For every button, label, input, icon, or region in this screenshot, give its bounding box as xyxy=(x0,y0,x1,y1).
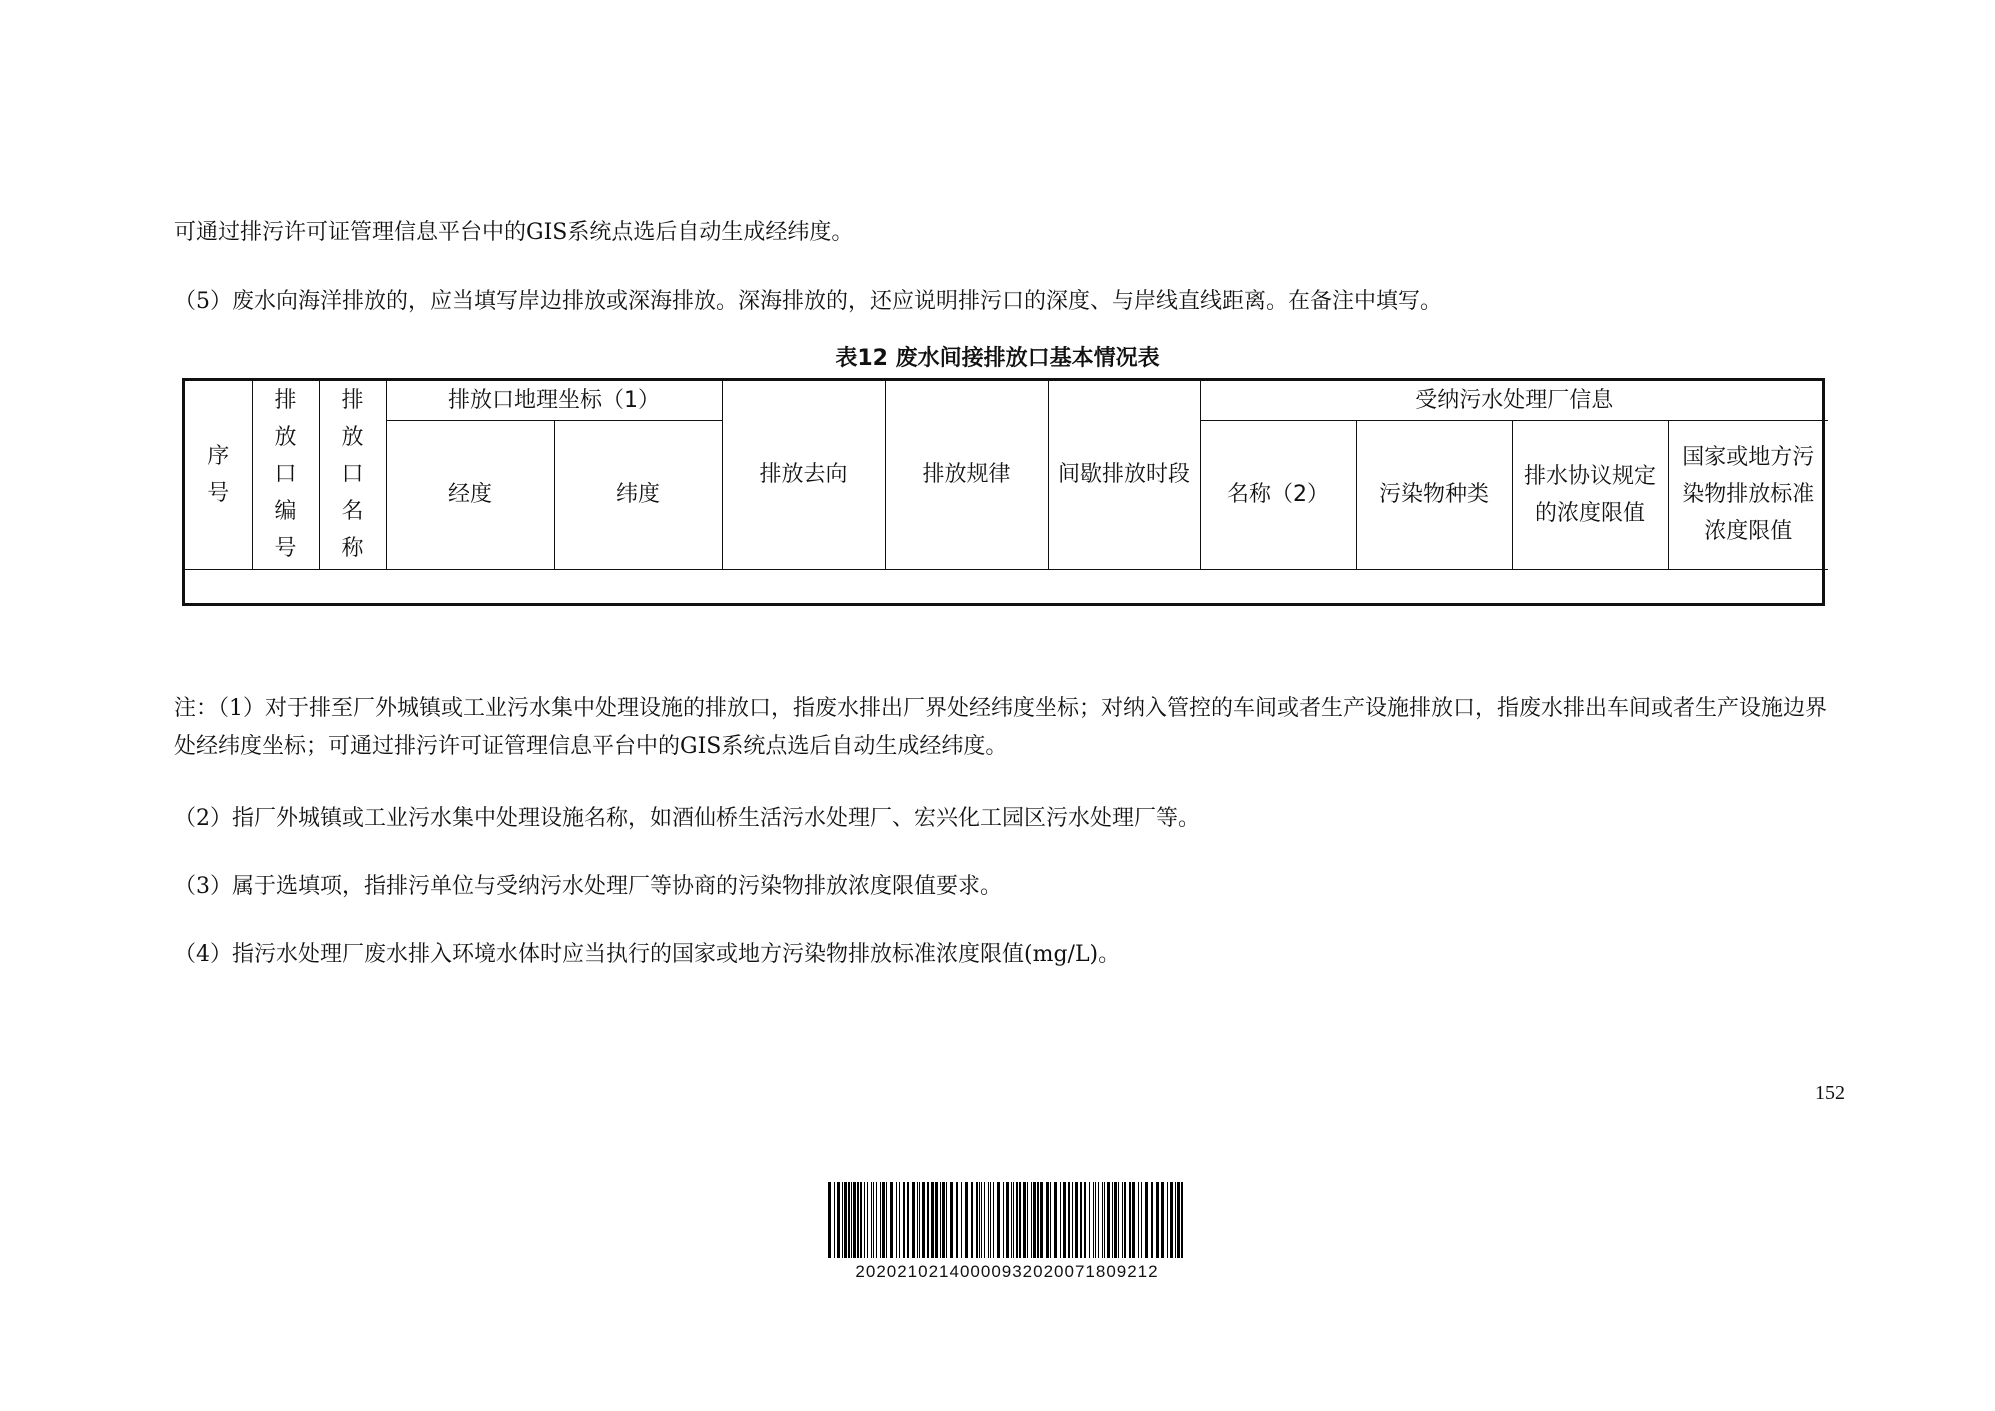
barcode-bar xyxy=(1118,1182,1119,1258)
barcode-bar xyxy=(971,1182,973,1258)
barcode-bar xyxy=(867,1182,868,1258)
barcode-bar xyxy=(1151,1182,1153,1258)
barcode-bar xyxy=(1003,1182,1004,1258)
discharge-outlet-table xyxy=(185,381,1828,603)
header-cell-pattern: 排放规律 xyxy=(885,381,1048,569)
barcode-bar xyxy=(1089,1182,1090,1258)
empty-data-cell xyxy=(185,569,1828,603)
barcode-bar xyxy=(1006,1182,1009,1258)
barcode-bar xyxy=(1023,1182,1026,1258)
header-cell-standard-limit: 国家或地方污染物排放标准浓度限值 xyxy=(1668,420,1828,569)
barcode-number: 20202102140000932020071809212 xyxy=(855,1262,1159,1281)
note-4: （4）指污水处理厂废水排入环境水体时应当执行的国家或地方污染物排放标准浓度限值(mg/L)。 xyxy=(174,942,1121,967)
barcode-bar xyxy=(1040,1182,1043,1258)
barcode-bar xyxy=(935,1182,938,1258)
barcode-bar xyxy=(1102,1182,1103,1258)
barcode-bar xyxy=(1075,1182,1078,1258)
barcode-bar xyxy=(956,1182,958,1258)
barcode-bar xyxy=(1132,1182,1135,1258)
header-cell-plant-info: 受纳污水处理厂信息 xyxy=(1200,381,1828,420)
barcode-bar xyxy=(1104,1182,1105,1258)
header-cell-plant-name: 名称（2） xyxy=(1200,420,1356,569)
barcode-bar xyxy=(1033,1182,1036,1258)
header-cell-geo-coordinates: 排放口地理坐标（1） xyxy=(386,381,722,420)
barcode-bar xyxy=(1031,1182,1032,1258)
barcode-bar xyxy=(853,1182,856,1258)
barcode-bar xyxy=(890,1182,893,1258)
header-cell-agreement-limit: 排水协议规定的浓度限值 xyxy=(1512,420,1668,569)
barcode-bar xyxy=(922,1182,925,1258)
barcode-bar xyxy=(1114,1182,1117,1258)
header-cell-latitude: 纬度 xyxy=(554,420,722,569)
intro-line: 可通过排污许可证管理信息平台中的GIS系统点选后自动生成经纬度。 xyxy=(174,220,854,245)
barcode-bar xyxy=(946,1182,947,1258)
note-1: 注：（1）对于排至厂外城镇或工业污水集中处理设施的排放口，指废水排出厂界处经纬度坐标；对纳入管控的车间或者生产设施排放口，指废水排出车间或者生产设施边界处经纬度坐标；可通过排污许可证管理信息平台中的GIS系统点选后自动生成经纬度。 xyxy=(174,696,1828,759)
barcode-bar xyxy=(871,1182,872,1258)
barcode-bar xyxy=(1068,1182,1070,1258)
header-cell-destination: 排放去向 xyxy=(722,381,885,569)
barcode-bar xyxy=(990,1182,991,1258)
barcode-bar xyxy=(1181,1182,1183,1258)
barcode-bar xyxy=(950,1182,953,1258)
barcode-bar xyxy=(1175,1182,1176,1258)
barcode-bar xyxy=(873,1182,874,1258)
barcode-bar xyxy=(979,1182,980,1258)
table-row-empty xyxy=(185,569,1828,603)
barcode-bar xyxy=(844,1182,847,1258)
header-cell-longitude: 经度 xyxy=(386,420,554,569)
barcode-bar xyxy=(1093,1182,1094,1258)
note-3: （3）属于选填项，指排污单位与受纳污水处理厂等协商的污染物排放浓度限值要求。 xyxy=(174,874,1002,899)
barcode-bar xyxy=(1112,1182,1113,1258)
barcode-bar xyxy=(1054,1182,1057,1258)
barcode-bar xyxy=(851,1182,852,1258)
barcode-bar xyxy=(1027,1182,1028,1258)
barcode-bar xyxy=(864,1182,865,1258)
barcode-bar xyxy=(1084,1182,1086,1258)
barcode-bar xyxy=(984,1182,985,1258)
header-cell-outlet-name: 排放口名称 xyxy=(319,381,386,569)
barcode-bar xyxy=(834,1182,835,1258)
barcode-bar xyxy=(1060,1182,1061,1258)
barcode-bar xyxy=(876,1182,877,1258)
barcode-bar xyxy=(1046,1182,1049,1258)
barcode-bar xyxy=(1170,1182,1173,1258)
barcode-bar xyxy=(1141,1182,1142,1258)
barcode-bar xyxy=(1177,1182,1180,1258)
barcode-bar xyxy=(857,1182,859,1258)
barcode-bar xyxy=(1095,1182,1096,1258)
barcode-bar xyxy=(1013,1182,1014,1258)
barcode-image xyxy=(826,1182,1188,1258)
barcode-bar xyxy=(1016,1182,1018,1258)
barcode-bar xyxy=(976,1182,978,1258)
barcode-bar xyxy=(907,1182,909,1258)
barcode-bar xyxy=(1138,1182,1139,1258)
barcode-bar xyxy=(1124,1182,1126,1258)
barcode-bar xyxy=(940,1182,941,1258)
barcode-bar xyxy=(842,1182,843,1258)
barcode-bar xyxy=(1167,1182,1168,1258)
barcode-bar xyxy=(1098,1182,1099,1258)
barcode-bar xyxy=(1080,1182,1082,1258)
barcode-bar xyxy=(919,1182,920,1258)
barcode-bar xyxy=(965,1182,968,1258)
page-number: 152 xyxy=(1815,1082,1845,1104)
barcode-bar xyxy=(1122,1182,1123,1258)
header-cell-pollutant-type: 污染物种类 xyxy=(1356,420,1512,569)
barcode-bar xyxy=(1145,1182,1148,1258)
paragraph-5: （5）废水向海洋排放的，应当填写岸边排放或深海排放。深海排放的，还应说明排污口的深度、与岸线直线距离。在备注中填写。 xyxy=(174,289,1443,314)
barcode-bar xyxy=(1019,1182,1021,1258)
barcode-bar xyxy=(860,1182,862,1258)
barcode-bar xyxy=(896,1182,897,1258)
barcode-bar xyxy=(1050,1182,1051,1258)
barcode-bar xyxy=(837,1182,840,1258)
barcode-bar xyxy=(997,1182,1000,1258)
barcode-bar xyxy=(828,1182,831,1258)
barcode-bar xyxy=(1129,1182,1131,1258)
barcode-bar xyxy=(1072,1182,1073,1258)
barcode-bar xyxy=(917,1182,918,1258)
barcode-bar xyxy=(988,1182,989,1258)
barcode-bar xyxy=(1063,1182,1066,1258)
barcode-bar xyxy=(1161,1182,1164,1258)
barcode-bar xyxy=(927,1182,929,1258)
barcode-bar xyxy=(1011,1182,1012,1258)
barcode-bar xyxy=(993,1182,994,1258)
barcode-bar xyxy=(899,1182,900,1258)
barcode-bar xyxy=(961,1182,962,1258)
barcode-bar xyxy=(880,1182,881,1258)
table-caption: 表12 废水间接排放口基本情况表 xyxy=(835,346,1160,371)
barcode-bar xyxy=(903,1182,905,1258)
header-cell-seq: 序号 xyxy=(185,381,252,569)
barcode-bar xyxy=(886,1182,887,1258)
barcode-bar xyxy=(981,1182,982,1258)
header-cell-intermittent-period: 间歇排放时段 xyxy=(1048,381,1200,569)
table-frame xyxy=(182,378,1825,606)
note-2: （2）指厂外城镇或工业污水集中处理设施名称，如酒仙桥生活污水处理厂、宏兴化工园区污水处理厂等。 xyxy=(174,806,1201,831)
barcode-bar xyxy=(882,1182,885,1258)
header-row-1 xyxy=(185,381,1828,420)
barcode-bar xyxy=(848,1182,850,1258)
barcode-bar xyxy=(1156,1182,1159,1258)
barcode-bar xyxy=(1107,1182,1110,1258)
barcode-bar xyxy=(942,1182,945,1258)
barcode-bar xyxy=(931,1182,934,1258)
barcode-bar xyxy=(1037,1182,1039,1258)
barcode-bar xyxy=(912,1182,915,1258)
header-cell-outlet-code: 排放口编号 xyxy=(252,381,319,569)
